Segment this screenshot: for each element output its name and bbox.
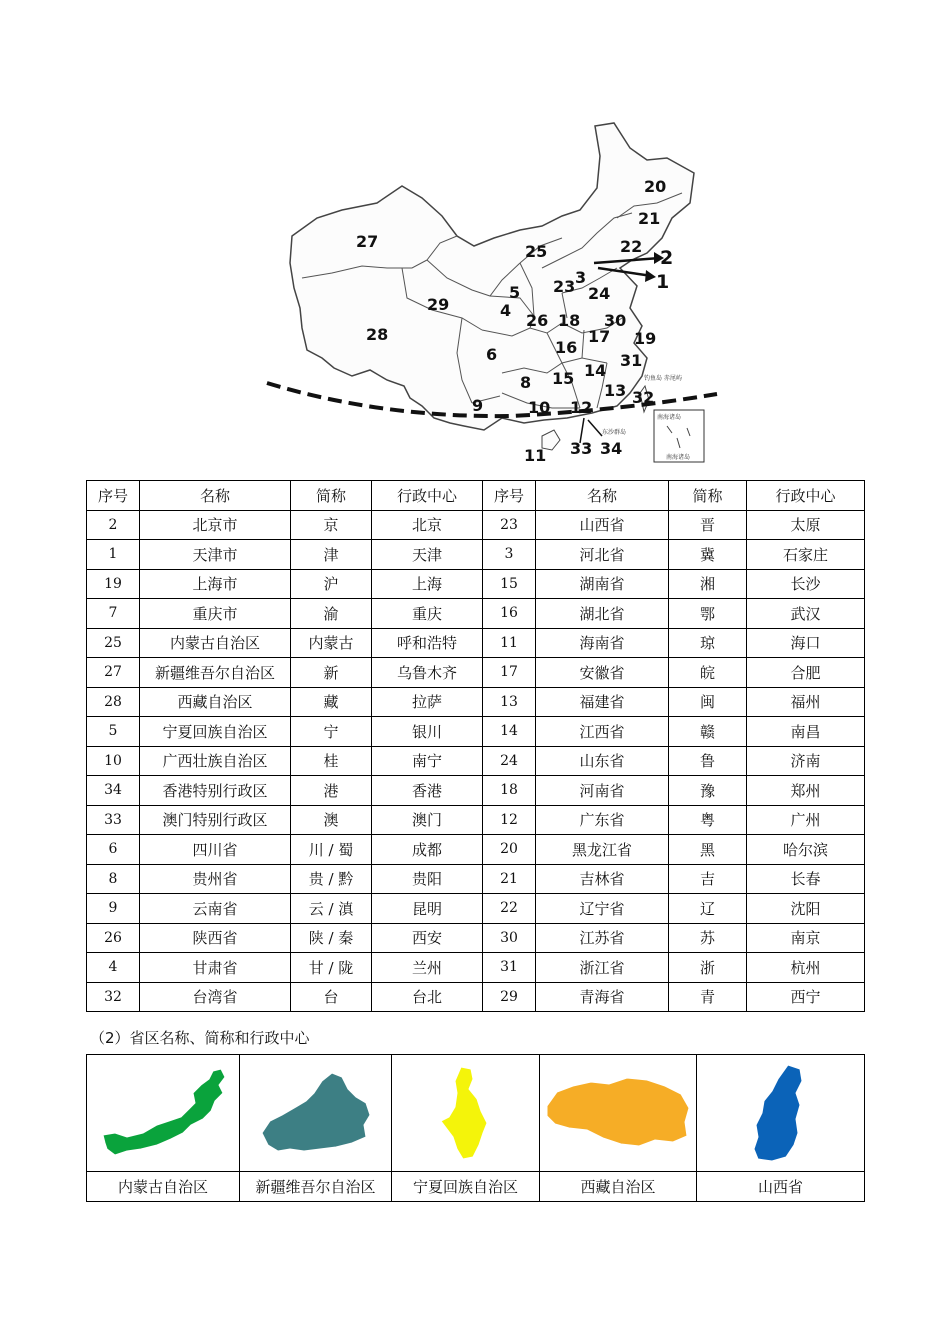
cell-abbr-left: 甘 / 陇: [291, 953, 372, 983]
cell-capital-right: 福州: [747, 687, 865, 717]
cell-index-right: 31: [483, 953, 536, 983]
cell-abbr-right: 晋: [669, 510, 747, 540]
map-label-19: 19: [634, 329, 657, 348]
table-row: [87, 835, 865, 865]
cell-capital-left: 银川: [372, 717, 483, 747]
map-label-23: 23: [553, 277, 576, 296]
cell-abbr-left: 新: [291, 658, 372, 688]
table-row: [87, 540, 865, 570]
cell-capital-left: 成都: [372, 835, 483, 865]
cell-abbr-right: 湘: [669, 569, 747, 599]
map-label-34: 34: [600, 439, 623, 458]
china-map-svg: [262, 118, 722, 468]
cell-capital-left: 澳门: [372, 805, 483, 835]
cell-capital-left: 重庆: [372, 599, 483, 629]
cell-name-left: 台湾省: [140, 982, 291, 1012]
map-label-8: 8: [520, 373, 532, 392]
cell-index-left: 1: [87, 540, 140, 570]
table-row: [87, 687, 865, 717]
cell-capital-right: 沈阳: [747, 894, 865, 924]
cell-abbr-left: 沪: [291, 569, 372, 599]
cell-index-right: 17: [483, 658, 536, 688]
cell-index-right: 16: [483, 599, 536, 629]
cell-abbr-right: 苏: [669, 923, 747, 953]
header-name-1: 名称: [140, 481, 291, 511]
cell-name-left: 贵州省: [140, 864, 291, 894]
cell-abbr-right: 琼: [669, 628, 747, 658]
cell-name-right: 湖南省: [536, 569, 669, 599]
cell-index-right: 20: [483, 835, 536, 865]
map-label-17: 17: [588, 327, 611, 346]
cell-abbr-left: 台: [291, 982, 372, 1012]
cell-capital-left: 贵阳: [372, 864, 483, 894]
cell-abbr-right: 青: [669, 982, 747, 1012]
map-label-14: 14: [584, 361, 607, 380]
cell-index-right: 14: [483, 717, 536, 747]
header-name-2: 名称: [536, 481, 669, 511]
cell-name-left: 云南省: [140, 894, 291, 924]
cell-abbr-left: 藏: [291, 687, 372, 717]
cell-name-left: 宁夏回族自治区: [140, 717, 291, 747]
table-row: [87, 776, 865, 806]
nanhai-note-2: 南海诸岛: [666, 454, 691, 461]
cell-capital-right: 长沙: [747, 569, 865, 599]
header-index-1: 序号: [87, 481, 140, 511]
cell-abbr-right: 辽: [669, 894, 747, 924]
cell-name-left: 四川省: [140, 835, 291, 865]
map-label-12: 12: [570, 398, 593, 417]
cell-index-right: 21: [483, 864, 536, 894]
inner-mongolia-shape-icon: [93, 1063, 233, 1163]
table-row: [87, 569, 865, 599]
map-label-16: 16: [555, 338, 578, 357]
cell-capital-right: 哈尔滨: [747, 835, 865, 865]
shape-cell: [240, 1055, 392, 1172]
map-label-21: 21: [638, 209, 661, 228]
cell-abbr-left: 云 / 滇: [291, 894, 372, 924]
cell-capital-right: 武汉: [747, 599, 865, 629]
china-outline: [290, 123, 694, 430]
map-label-5: 5: [509, 283, 521, 302]
cell-index-left: 2: [87, 510, 140, 540]
cell-index-right: 23: [483, 510, 536, 540]
cell-abbr-left: 渝: [291, 599, 372, 629]
cell-capital-right: 郑州: [747, 776, 865, 806]
tibet-shape-icon: [543, 1068, 693, 1158]
cell-name-left: 新疆维吾尔自治区: [140, 658, 291, 688]
cell-index-left: 7: [87, 599, 140, 629]
cell-name-right: 广东省: [536, 805, 669, 835]
cell-name-right: 河北省: [536, 540, 669, 570]
cell-capital-right: 西宁: [747, 982, 865, 1012]
cell-name-left: 天津市: [140, 540, 291, 570]
cell-index-right: 22: [483, 894, 536, 924]
shape-name-inner-mongolia: 内蒙古自治区: [87, 1172, 240, 1202]
cell-name-right: 海南省: [536, 628, 669, 658]
cell-index-right: 30: [483, 923, 536, 953]
cell-name-left: 北京市: [140, 510, 291, 540]
map-label-30: 30: [604, 311, 627, 330]
cell-capital-left: 拉萨: [372, 687, 483, 717]
cell-capital-left: 南宁: [372, 746, 483, 776]
cell-name-right: 山西省: [536, 510, 669, 540]
cell-name-right: 山东省: [536, 746, 669, 776]
ningxia-shape-icon: [421, 1063, 511, 1163]
shape-cell: [540, 1055, 697, 1172]
cell-abbr-right: 吉: [669, 864, 747, 894]
cell-index-left: 8: [87, 864, 140, 894]
cell-capital-right: 合肥: [747, 658, 865, 688]
map-label-22: 22: [620, 237, 643, 256]
map-label-18: 18: [558, 311, 581, 330]
cell-index-right: 3: [483, 540, 536, 570]
cell-index-left: 4: [87, 953, 140, 983]
islands-note: 钓鱼岛 赤尾屿: [644, 375, 682, 382]
cell-name-left: 内蒙古自治区: [140, 628, 291, 658]
cell-capital-left: 昆明: [372, 894, 483, 924]
cell-capital-right: 南昌: [747, 717, 865, 747]
shape-name-tibet: 西藏自治区: [540, 1172, 697, 1202]
cell-abbr-right: 闽: [669, 687, 747, 717]
cell-abbr-left: 桂: [291, 746, 372, 776]
cell-index-right: 18: [483, 776, 536, 806]
nanhai-note: 南海诸岛: [657, 414, 682, 421]
cell-capital-right: 石家庄: [747, 540, 865, 570]
table-row: [87, 805, 865, 835]
cell-name-left: 澳门特别行政区: [140, 805, 291, 835]
cell-capital-left: 兰州: [372, 953, 483, 983]
map-label-11: 11: [524, 446, 547, 465]
cell-index-left: 27: [87, 658, 140, 688]
table-row: [87, 953, 865, 983]
cell-capital-right: 南京: [747, 923, 865, 953]
cell-name-right: 黑龙江省: [536, 835, 669, 865]
cell-name-right: 辽宁省: [536, 894, 669, 924]
table-header-row: [87, 481, 865, 511]
cell-capital-right: 济南: [747, 746, 865, 776]
map-label-26: 26: [526, 311, 549, 330]
shape-cell: [87, 1055, 240, 1172]
cell-name-right: 江西省: [536, 717, 669, 747]
table-row: [87, 510, 865, 540]
table-row: [87, 599, 865, 629]
cell-index-left: 34: [87, 776, 140, 806]
table-row: [87, 746, 865, 776]
cell-capital-left: 上海: [372, 569, 483, 599]
cell-name-left: 香港特别行政区: [140, 776, 291, 806]
shape-name-xinjiang: 新疆维吾尔自治区: [240, 1172, 392, 1202]
cell-name-left: 甘肃省: [140, 953, 291, 983]
cell-capital-left: 北京: [372, 510, 483, 540]
cell-index-left: 28: [87, 687, 140, 717]
province-table: [86, 480, 865, 1012]
cell-capital-right: 太原: [747, 510, 865, 540]
cell-capital-left: 台北: [372, 982, 483, 1012]
map-label-25: 25: [525, 242, 548, 261]
shape-name-shanxi: 山西省: [697, 1172, 865, 1202]
cell-index-left: 5: [87, 717, 140, 747]
tibet-shape: [547, 1078, 689, 1146]
map-label-10: 10: [528, 398, 551, 417]
cell-index-left: 33: [87, 805, 140, 835]
cell-name-left: 西藏自治区: [140, 687, 291, 717]
map-label-6: 6: [486, 345, 498, 364]
cell-index-right: 24: [483, 746, 536, 776]
cell-abbr-left: 陕 / 秦: [291, 923, 372, 953]
dongsha-note: 东沙群岛: [602, 429, 627, 436]
cell-name-left: 上海市: [140, 569, 291, 599]
cell-capital-right: 杭州: [747, 953, 865, 983]
cell-name-right: 江苏省: [536, 923, 669, 953]
cell-name-right: 吉林省: [536, 864, 669, 894]
cell-index-right: 12: [483, 805, 536, 835]
table-body: [87, 510, 865, 1012]
header-capital-2: 行政中心: [747, 481, 865, 511]
ningxia-shape: [441, 1067, 487, 1159]
table-row: [87, 658, 865, 688]
cell-abbr-right: 皖: [669, 658, 747, 688]
shape-cell: [697, 1055, 865, 1172]
map-label-31: 31: [620, 351, 643, 370]
cell-name-left: 广西壮族自治区: [140, 746, 291, 776]
cell-capital-left: 呼和浩特: [372, 628, 483, 658]
map-label-20: 20: [644, 177, 667, 196]
cell-abbr-left: 川 / 蜀: [291, 835, 372, 865]
cell-abbr-right: 赣: [669, 717, 747, 747]
header-abbr-2: 简称: [669, 481, 747, 511]
cell-capital-left: 香港: [372, 776, 483, 806]
shanxi-shape: [754, 1065, 802, 1161]
cell-abbr-right: 黑: [669, 835, 747, 865]
shape-image-row: [87, 1055, 865, 1172]
map-label-28: 28: [366, 325, 389, 344]
map-label-1: 1: [656, 271, 670, 293]
cell-abbr-left: 京: [291, 510, 372, 540]
cell-index-left: 6: [87, 835, 140, 865]
xinjiang-shape: [262, 1073, 370, 1151]
table-row: [87, 894, 865, 924]
cell-name-right: 河南省: [536, 776, 669, 806]
cell-abbr-right: 鲁: [669, 746, 747, 776]
cell-index-left: 10: [87, 746, 140, 776]
cell-abbr-right: 冀: [669, 540, 747, 570]
header-abbr-1: 简称: [291, 481, 372, 511]
cell-index-right: 11: [483, 628, 536, 658]
cell-abbr-left: 宁: [291, 717, 372, 747]
map-label-27: 27: [356, 232, 379, 251]
cell-abbr-left: 津: [291, 540, 372, 570]
map-label-13: 13: [604, 381, 627, 400]
cell-index-left: 26: [87, 923, 140, 953]
cell-capital-right: 长春: [747, 864, 865, 894]
province-shapes-table: [86, 1054, 865, 1202]
cell-abbr-right: 浙: [669, 953, 747, 983]
cell-abbr-right: 豫: [669, 776, 747, 806]
cell-name-left: 陕西省: [140, 923, 291, 953]
header-capital-1: 行政中心: [372, 481, 483, 511]
cell-name-right: 浙江省: [536, 953, 669, 983]
cell-index-right: 15: [483, 569, 536, 599]
cell-abbr-left: 贵 / 黔: [291, 864, 372, 894]
map-label-24: 24: [588, 284, 611, 303]
cell-abbr-left: 港: [291, 776, 372, 806]
arrowhead-1: [645, 270, 656, 282]
cell-name-right: 湖北省: [536, 599, 669, 629]
cell-abbr-left: 澳: [291, 805, 372, 835]
cell-abbr-left: 内蒙古: [291, 628, 372, 658]
inner-mongolia-shape: [103, 1069, 225, 1155]
shanxi-shape-icon: [736, 1061, 826, 1165]
map-label-29: 29: [427, 295, 450, 314]
map-label-15: 15: [552, 369, 575, 388]
map-label-3: 3: [575, 268, 587, 287]
cell-name-right: 安徽省: [536, 658, 669, 688]
china-province-map: [262, 118, 722, 468]
table-row: [87, 923, 865, 953]
map-label-9: 9: [472, 396, 484, 415]
cell-index-left: 25: [87, 628, 140, 658]
cell-index-left: 19: [87, 569, 140, 599]
cell-name-right: 青海省: [536, 982, 669, 1012]
table-row: [87, 717, 865, 747]
cell-index-left: 9: [87, 894, 140, 924]
map-label-33: 33: [570, 439, 593, 458]
shape-name-ningxia: 宁夏回族自治区: [392, 1172, 540, 1202]
cell-name-right: 福建省: [536, 687, 669, 717]
cell-index-right: 29: [483, 982, 536, 1012]
cell-abbr-right: 鄂: [669, 599, 747, 629]
cell-capital-right: 广州: [747, 805, 865, 835]
xinjiang-shape-icon: [256, 1063, 376, 1163]
shape-name-row: [87, 1172, 865, 1202]
shape-cell: [392, 1055, 540, 1172]
cell-capital-left: 乌鲁木齐: [372, 658, 483, 688]
cell-capital-left: 天津: [372, 540, 483, 570]
map-label-32: 32: [632, 388, 655, 407]
cell-capital-left: 西安: [372, 923, 483, 953]
cell-name-left: 重庆市: [140, 599, 291, 629]
section-caption: （2）省区名称、简称和行政中心: [90, 1029, 310, 1047]
cell-abbr-right: 粤: [669, 805, 747, 835]
map-label-2: 2: [660, 247, 674, 269]
cell-capital-right: 海口: [747, 628, 865, 658]
cell-index-right: 13: [483, 687, 536, 717]
header-index-2: 序号: [483, 481, 536, 511]
map-label-4: 4: [500, 301, 512, 320]
cell-index-left: 32: [87, 982, 140, 1012]
table-row: [87, 982, 865, 1012]
table-row: [87, 864, 865, 894]
table-row: [87, 628, 865, 658]
